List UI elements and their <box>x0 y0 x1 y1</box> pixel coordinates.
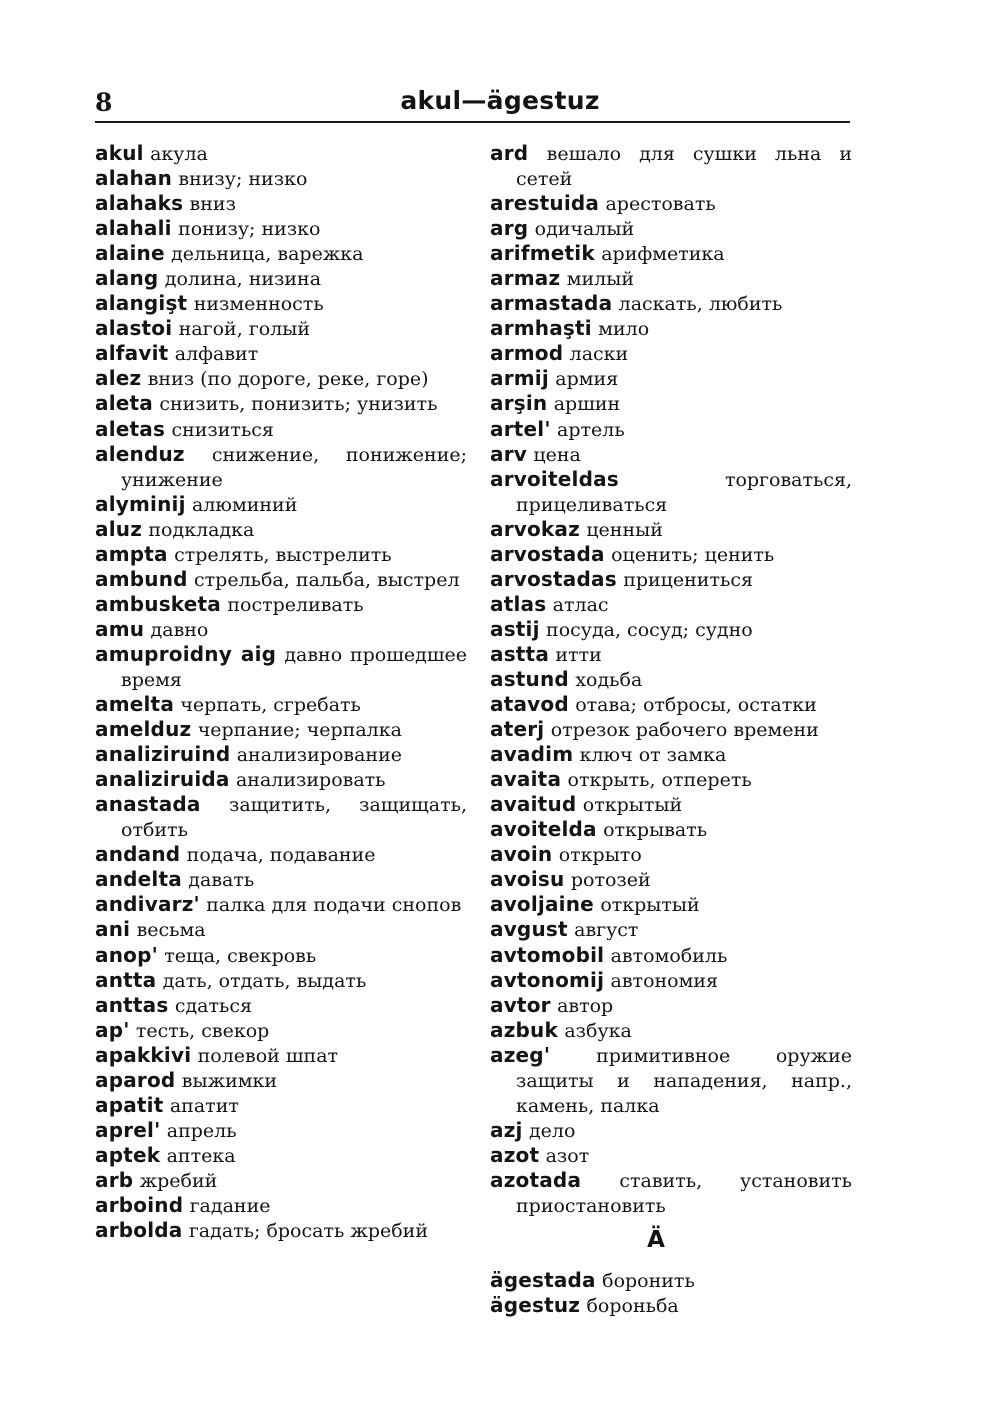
entry-definition: ласки <box>569 343 629 366</box>
entry-definition: апрель <box>166 1119 237 1142</box>
entry-headword: alenduz <box>95 441 185 466</box>
entry-headword: ägestada <box>490 1268 596 1293</box>
entry-headword: arvokaz <box>490 516 580 541</box>
entry-definition: весьма <box>136 919 206 942</box>
entry-definition: азот <box>545 1144 590 1167</box>
entry-definition: тесть, свекор <box>135 1019 270 1042</box>
dictionary-entry <box>490 642 852 667</box>
dictionary-entry <box>490 1268 852 1293</box>
dictionary-entry <box>95 1018 467 1043</box>
dictionary-entry <box>95 642 467 692</box>
entry-definition: черпание; черпалка <box>197 719 402 742</box>
dictionary-entry <box>490 892 852 917</box>
dictionary-entry <box>490 467 852 517</box>
entry-definition: артель <box>557 418 625 441</box>
entry-definition: торговаться, прицеливаться <box>516 468 852 516</box>
entry-headword: avtor <box>490 992 551 1017</box>
entry-headword: aprel' <box>95 1117 161 1142</box>
entry-headword: avoitelda <box>490 817 597 842</box>
entry-headword: avoljaine <box>490 892 594 917</box>
entry-definition: милый <box>566 268 635 291</box>
entry-headword: astund <box>490 666 569 691</box>
entry-headword: arşin <box>490 391 548 416</box>
entry-headword: akul <box>95 141 144 165</box>
dictionary-entry <box>95 742 467 767</box>
entry-headword: amuproidny aig <box>95 641 277 666</box>
dictionary-entry <box>95 1043 467 1068</box>
entry-definition: армия <box>555 368 619 391</box>
entry-headword: aletas <box>95 416 166 441</box>
entry-definition: цена <box>533 443 581 466</box>
entry-headword: arv <box>490 441 527 466</box>
entry-definition: отрезок рабочего времени <box>550 719 819 742</box>
dictionary-entry <box>490 341 852 366</box>
entry-headword: antta <box>95 967 157 992</box>
entry-headword: artel' <box>490 416 551 441</box>
dictionary-entry <box>95 141 467 166</box>
entry-definition: палка для подачи снопов <box>206 894 462 917</box>
dictionary-entry <box>490 417 852 442</box>
entry-headword: ambusketa <box>95 591 221 616</box>
entry-headword: armij <box>490 366 549 391</box>
entry-headword: aluz <box>95 516 143 541</box>
entry-headword: anop' <box>95 942 158 967</box>
dictionary-entry <box>95 692 467 717</box>
entry-headword: alyminij <box>95 491 186 516</box>
entry-headword: alahali <box>95 216 172 241</box>
dictionary-entry <box>490 667 852 692</box>
entry-definition: ставить, установить приостановить <box>516 1169 852 1217</box>
entry-headword: aparod <box>95 1067 176 1092</box>
entry-headword: apakkivi <box>95 1042 192 1067</box>
entry-definition: низменность <box>193 293 324 316</box>
dictionary-entry <box>490 1043 852 1118</box>
right-column-entries <box>490 141 852 1218</box>
entry-headword: andand <box>95 842 181 867</box>
entry-definition: алфавит <box>174 343 259 366</box>
entry-definition: полевой шпат <box>197 1044 339 1067</box>
entry-definition: примитивное оружие защиты и нападения, напр., камень, палка <box>516 1044 853 1117</box>
entry-definition: итти <box>555 643 602 666</box>
entry-headword: avtonomij <box>490 967 605 992</box>
entry-headword: ard <box>490 141 529 165</box>
entry-headword: anttas <box>95 992 169 1017</box>
dictionary-entry <box>95 1218 467 1243</box>
dictionary-entry <box>95 567 467 592</box>
dictionary-entry <box>95 266 467 291</box>
entry-definition: давно прошедшее время <box>121 643 468 691</box>
entry-headword: arb <box>95 1167 134 1192</box>
entry-definition: теща, свекровь <box>164 944 317 967</box>
dictionary-entry <box>95 391 467 416</box>
entry-headword: arbolda <box>95 1218 183 1243</box>
entry-definition: вниз (по дороге, реке, горе) <box>147 368 429 391</box>
dictionary-entry <box>490 1168 852 1218</box>
entry-definition: снизиться <box>171 418 274 441</box>
entry-headword: arg <box>490 216 529 241</box>
entry-definition: вниз <box>189 193 236 216</box>
left-column <box>95 141 467 1243</box>
entry-headword: avtomobil <box>490 942 605 967</box>
entry-headword: analiziruind <box>95 742 231 767</box>
dictionary-entry <box>95 442 467 492</box>
entry-headword: armod <box>490 341 564 366</box>
entry-definition: автомобиль <box>610 944 728 967</box>
entry-headword: amelta <box>95 692 175 717</box>
dictionary-entry <box>95 1068 467 1093</box>
entry-definition: стрельба, пальба, выстрел <box>194 568 460 591</box>
entry-headword: ap' <box>95 1017 130 1042</box>
dictionary-entry <box>95 366 467 391</box>
entry-headword: avaitud <box>490 792 577 817</box>
entry-headword: armhaşti <box>490 316 592 341</box>
dictionary-entry <box>95 968 467 993</box>
dictionary-entry <box>490 442 852 467</box>
entry-headword: alang <box>95 266 159 291</box>
dictionary-entry <box>490 692 852 717</box>
dictionary-entry <box>490 517 852 542</box>
entry-definition: долина, низина <box>164 268 322 291</box>
entry-definition: арестовать <box>605 193 716 216</box>
entry-definition: давно <box>150 618 209 641</box>
entry-headword: alahan <box>95 166 173 191</box>
entry-headword: alez <box>95 366 142 391</box>
dictionary-entry <box>490 943 852 968</box>
entry-definition: август <box>574 919 639 942</box>
entry-definition: подача, подавание <box>186 844 376 867</box>
entry-definition: автор <box>557 994 614 1017</box>
entry-headword: ampta <box>95 541 168 566</box>
entry-definition: прицениться <box>623 568 753 591</box>
entry-definition: ключ от замка <box>579 744 727 767</box>
entry-definition: аршин <box>553 393 621 416</box>
dictionary-entry <box>95 291 467 316</box>
dictionary-entry <box>490 141 852 191</box>
entry-definition: гадать; бросать жребий <box>188 1220 429 1243</box>
entry-headword: ambund <box>95 566 188 591</box>
running-head: akul—ägestuz <box>400 86 600 115</box>
entry-headword: arvostadas <box>490 566 617 591</box>
dictionary-entry <box>490 592 852 617</box>
entry-headword: astta <box>490 641 550 666</box>
dictionary-entry <box>490 291 852 316</box>
right-column <box>490 141 852 1318</box>
entry-definition: защитить, защищать, отбить <box>121 794 467 842</box>
entry-definition: анализирование <box>236 744 402 767</box>
entry-headword: alahaks <box>95 191 184 216</box>
entry-headword: anastada <box>95 792 201 817</box>
entry-definition: снизить, понизить; унизить <box>159 393 438 416</box>
entry-definition: ласкать, любить <box>618 293 783 316</box>
entry-definition: алюминий <box>192 493 298 516</box>
dictionary-entry <box>490 567 852 592</box>
entry-headword: avaita <box>490 767 562 792</box>
entry-headword: apatit <box>95 1092 164 1117</box>
entry-headword: arvoiteldas <box>490 466 619 491</box>
entry-headword: armastada <box>490 291 613 316</box>
dictionary-entry <box>490 316 852 341</box>
entry-definition: нагой, голый <box>178 318 311 341</box>
dictionary-entry <box>95 943 467 968</box>
dictionary-entry <box>490 391 852 416</box>
entry-definition: атлас <box>552 593 609 616</box>
dictionary-entry <box>490 1018 852 1043</box>
dictionary-entry <box>490 1293 852 1318</box>
dictionary-entry <box>490 742 852 767</box>
dictionary-entry <box>490 993 852 1018</box>
dictionary-entry <box>95 1193 467 1218</box>
dictionary-entry <box>95 767 467 792</box>
entry-definition: акула <box>150 143 208 165</box>
entry-definition: ротозей <box>570 869 651 892</box>
entry-headword: armaz <box>490 266 561 291</box>
entry-headword: alangişt <box>95 291 188 316</box>
entry-headword: avoin <box>490 842 553 867</box>
dictionary-entry <box>95 191 467 216</box>
page-number: 8 <box>95 88 113 117</box>
entry-headword: arboind <box>95 1192 184 1217</box>
dictionary-entry <box>490 842 852 867</box>
dictionary-entry <box>95 1093 467 1118</box>
entry-definition: выжимки <box>181 1069 278 1092</box>
entry-definition: давать <box>188 869 255 892</box>
entry-headword: atavod <box>490 692 569 717</box>
entry-definition: дать, отдать, выдать <box>162 969 367 992</box>
dictionary-entry <box>490 216 852 241</box>
dictionary-entry <box>95 1168 467 1193</box>
dictionary-entry <box>95 216 467 241</box>
dictionary-entry <box>95 417 467 442</box>
dictionary-entry <box>95 241 467 266</box>
dictionary-entry <box>95 1118 467 1143</box>
dictionary-entry <box>490 917 852 942</box>
dictionary-entry <box>490 241 852 266</box>
entry-definition: вешало для сушки льна и сетей <box>516 143 852 191</box>
dictionary-entry <box>490 767 852 792</box>
dictionary-entry <box>490 191 852 216</box>
entry-definition: автономия <box>610 969 719 992</box>
dictionary-entry <box>490 968 852 993</box>
entry-headword: alaine <box>95 241 165 266</box>
entry-definition: одичалый <box>534 218 635 241</box>
entry-definition: бороньба <box>586 1295 679 1318</box>
entry-headword: arvostada <box>490 541 605 566</box>
entry-definition: открыто <box>558 844 642 867</box>
entry-definition: дельница, варежка <box>171 243 364 266</box>
entry-definition: оценить; ценить <box>611 543 775 566</box>
entry-definition: открывать <box>603 819 708 842</box>
dictionary-entry <box>490 867 852 892</box>
entry-definition: жребий <box>139 1169 218 1192</box>
entry-headword: azbuk <box>490 1017 558 1042</box>
dictionary-entry <box>490 366 852 391</box>
entry-headword: ani <box>95 917 131 942</box>
entry-definition: анализировать <box>235 769 386 792</box>
entry-definition: внизу; низко <box>178 168 308 191</box>
dictionary-entry <box>490 792 852 817</box>
dictionary-entry <box>490 1143 852 1168</box>
entry-definition: арифметика <box>601 243 725 266</box>
entry-definition: понизу; низко <box>178 218 321 241</box>
right-column-after-entries <box>490 1268 852 1318</box>
dictionary-entry <box>490 542 852 567</box>
dictionary-entry <box>95 1143 467 1168</box>
dictionary-entry <box>490 1118 852 1143</box>
entry-headword: azotada <box>490 1167 582 1192</box>
dictionary-entry <box>95 892 467 917</box>
entry-headword: avoisu <box>490 867 565 892</box>
entry-headword: aptek <box>95 1142 161 1167</box>
entry-definition: сдаться <box>174 994 252 1017</box>
dictionary-entry <box>95 917 467 942</box>
dictionary-entry <box>95 842 467 867</box>
entry-definition: снижение, понижение; унижение <box>121 443 468 491</box>
entry-definition: дело <box>528 1119 576 1142</box>
entry-headword: andivarz' <box>95 892 200 917</box>
dictionary-entry <box>490 617 852 642</box>
entry-definition: отава; отбросы, остатки <box>575 694 817 717</box>
entry-definition: ценный <box>586 518 663 541</box>
entry-headword: azj <box>490 1117 523 1142</box>
dictionary-entry <box>95 867 467 892</box>
entry-definition: посуда, сосуд; судно <box>546 618 753 641</box>
entry-definition: стрелять, выстрелить <box>174 543 392 566</box>
entry-headword: alfavit <box>95 341 169 366</box>
dictionary-entry <box>95 341 467 366</box>
entry-definition: боронить <box>602 1270 695 1293</box>
dictionary-entry <box>95 492 467 517</box>
entry-headword: andelta <box>95 867 182 892</box>
entry-headword: aleta <box>95 391 153 416</box>
dictionary-entry <box>95 717 467 742</box>
entry-headword: arestuida <box>490 191 600 216</box>
entry-definition: открытый <box>600 894 700 917</box>
entry-definition: апатит <box>169 1094 239 1117</box>
entry-definition: азбука <box>564 1019 632 1042</box>
entry-definition: гадание <box>189 1194 271 1217</box>
dictionary-entry <box>95 166 467 191</box>
entry-headword: arifmetik <box>490 241 595 266</box>
section-letter: Ä <box>647 1227 665 1254</box>
dictionary-entry <box>490 266 852 291</box>
dictionary-entry <box>95 316 467 341</box>
dictionary-entry <box>95 993 467 1018</box>
entry-headword: alastoi <box>95 316 173 341</box>
dictionary-entry <box>95 792 467 842</box>
entry-headword: amelduz <box>95 717 192 742</box>
entry-definition: черпать, сгребать <box>180 694 361 717</box>
entry-headword: analiziruida <box>95 767 230 792</box>
dictionary-entry <box>95 592 467 617</box>
dictionary-entry <box>490 817 852 842</box>
entry-headword: aterj <box>490 717 545 742</box>
entry-definition: ходьба <box>575 668 643 691</box>
dictionary-entry <box>95 517 467 542</box>
entry-headword: astij <box>490 616 540 641</box>
dictionary-entry <box>490 717 852 742</box>
entry-definition: аптека <box>166 1144 236 1167</box>
dictionary-entry <box>95 542 467 567</box>
entry-headword: avgust <box>490 917 568 942</box>
entry-definition: открыть, отпереть <box>567 769 752 792</box>
entry-headword: amu <box>95 616 145 641</box>
entry-headword: azot <box>490 1142 540 1167</box>
entry-definition: мило <box>598 318 650 341</box>
entry-definition: постреливать <box>227 593 364 616</box>
entry-headword: avadim <box>490 742 574 767</box>
entry-headword: azeg' <box>490 1042 551 1067</box>
entry-headword: ägestuz <box>490 1293 581 1318</box>
dictionary-entry <box>95 617 467 642</box>
entry-definition: открытый <box>582 794 683 817</box>
entry-headword: atlas <box>490 591 547 616</box>
entry-definition: подкладка <box>148 518 255 541</box>
header-rule <box>95 121 850 123</box>
